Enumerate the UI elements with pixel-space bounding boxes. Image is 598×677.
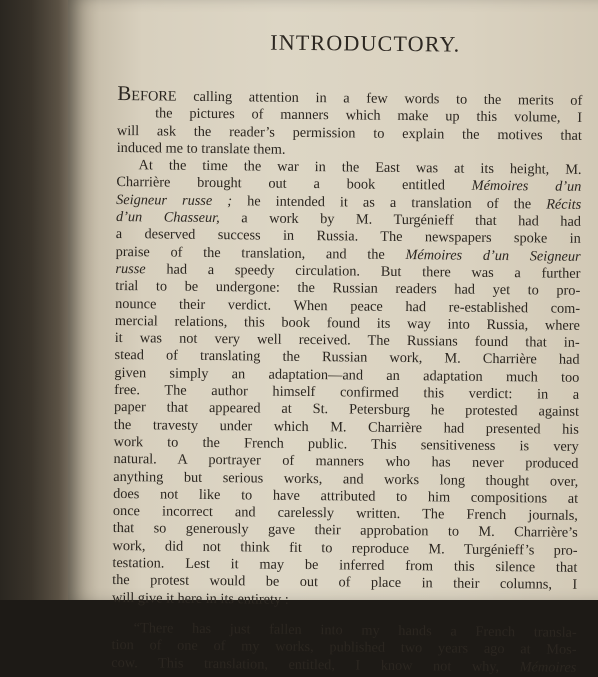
text-line: d’un Chasseur, a work by M. Turgénieff that had had <box>115 209 582 230</box>
text-line: cow. This translation, entitled, I know not why, Mémoires <box>111 654 577 676</box>
book-gutter <box>0 0 78 600</box>
drop-cap: B <box>117 80 132 106</box>
text-line: Seigneur russe ; he intended it as a translation of the Récits <box>116 191 582 213</box>
paragraph-1 <box>116 80 583 162</box>
text-line: paper that appeared at St. Petersburg he protested against <box>113 399 580 421</box>
text-line: trial to be undergone: the Russian readers had yet to pro- <box>115 278 581 300</box>
text-line: mercial relations, this book found its way into Russia, where <box>114 312 580 334</box>
text-line: BEFORE calling attention in a few words to the merits of <box>117 80 583 109</box>
text-line: free. The author himself confirmed this verdict: in a <box>114 382 580 403</box>
text-line: given simply an adaptation—and an adaptation much too <box>114 364 580 386</box>
text-line: the pictures of manners which make up this volume, I <box>155 105 583 127</box>
text-line: praise of the translation, and the Mémoires d’un Seigneur <box>115 243 581 265</box>
text-line: nounce their verdict. When peace had re-established com- <box>115 295 581 317</box>
text-line: the protest would be out of place in their columns, I <box>112 572 578 594</box>
text-line: will ask the reader’s permission to explain the motives that <box>116 122 582 144</box>
page-content <box>111 28 583 677</box>
paragraph-2 <box>112 157 582 612</box>
text-line: anything but serious works, and works long thought over, <box>113 468 579 490</box>
text-line: work to the French public. This sensitiveness is very <box>113 433 579 455</box>
text-line: will give it here in its entirety : <box>111 589 289 608</box>
book-page <box>68 0 598 676</box>
text-line: At the time the war in the East was at its height, M. <box>138 157 582 179</box>
text-line: “There has just fallen into my hands a French transla- <box>133 620 577 641</box>
text-line: stead of translating the Russian work, M. Charrière had <box>114 347 580 369</box>
text-line: work, did not think fit to reproduce M. Turgénieff’s pro- <box>112 537 578 559</box>
text-line: tion of one of my works, published two years ago at Mos- <box>111 637 577 659</box>
text-line: does not like to have attributed to him compositions at <box>113 485 579 507</box>
text-line: natural. A portrayer of manners who has never produced <box>113 451 579 473</box>
text-line: Charrière brought out a book entitled Mémoires d’un <box>116 174 582 196</box>
paragraph-3 <box>111 620 577 677</box>
text-line: the travesty under which M. Charrière had presented his <box>113 416 579 438</box>
text-line: russe had a speedy circulation. But there was a further <box>115 260 581 282</box>
text-line: once incorrect and carelessly written. The French journals, <box>112 503 578 524</box>
text-line: it was not very well received. The Russians found that in- <box>114 330 580 352</box>
text-line: a deserved success in Russia. The newspapers spoke in <box>115 226 581 248</box>
text-line: testation. Lest it may be inferred from this silence that <box>112 554 578 576</box>
page-title: INTRODUCTORY. <box>270 29 461 57</box>
text-line: induced me to translate them. <box>116 139 286 158</box>
text-line: that so generously gave their approbation to M. Charrière’s <box>112 520 578 542</box>
